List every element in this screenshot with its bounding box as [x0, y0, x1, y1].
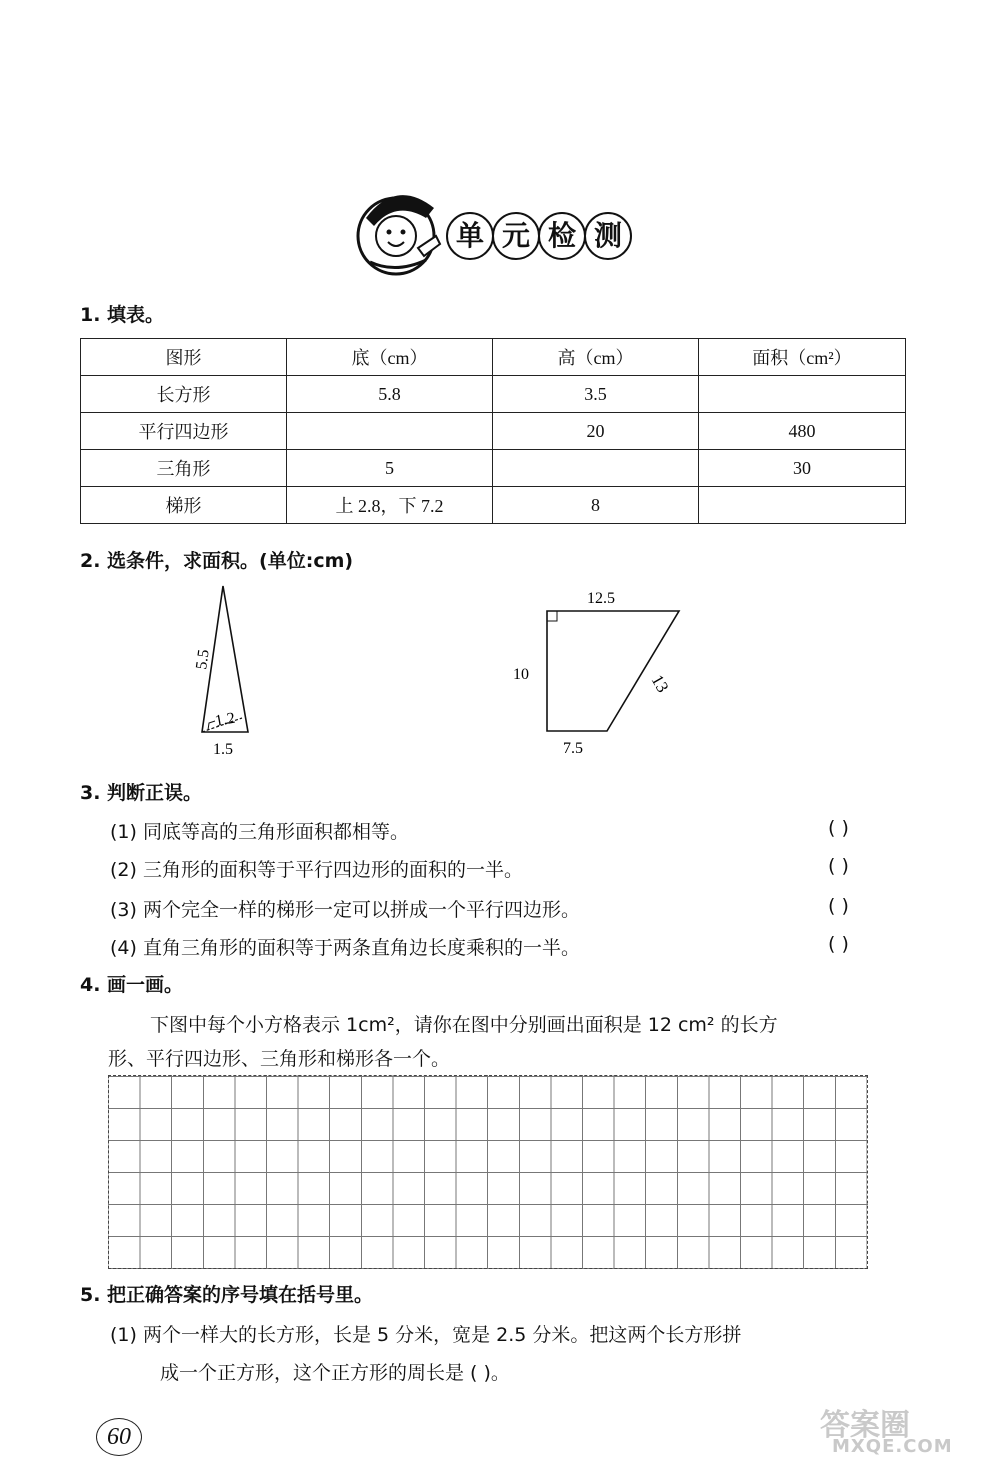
table-cell: 平行四边形 [81, 413, 287, 450]
q3-item-3: (3) 两个完全一样的梯形一定可以拼成一个平行四边形。 [110, 899, 580, 921]
answer-blank[interactable]: ( ) [828, 817, 849, 839]
q2-heading: 2. 选条件，求面积。(单位:cm) [80, 550, 354, 572]
column-header: 底（cm） [287, 339, 493, 376]
triangle-height-label: 1.2 [213, 709, 237, 730]
q5-item-1-line-1: (1) 两个一样大的长方形，长是 5 分米，宽是 2.5 分米。把这两个长方形拼 [110, 1324, 742, 1346]
table-cell-blank[interactable] [699, 487, 906, 524]
right-angle-mark [547, 611, 557, 621]
table-cell: 3.5 [493, 376, 699, 413]
grid-squares[interactable] [108, 1075, 868, 1269]
answer-blank[interactable]: ( ) [828, 895, 849, 917]
answer-blank[interactable]: ( ) [828, 933, 849, 955]
column-header: 图形 [81, 339, 287, 376]
q5-item-1-line-2: 成一个正方形，这个正方形的周长是 ( )。 [160, 1362, 510, 1384]
trapezoid-top-label: 12.5 [587, 590, 615, 607]
trapezoid-shape [547, 611, 679, 731]
table-header-row [81, 339, 906, 376]
table-row [81, 376, 906, 413]
watermark-url: MXQE.COM [832, 1436, 953, 1457]
table-cell: 8 [493, 487, 699, 524]
trapezoid-figure [505, 585, 695, 765]
trapezoid-bottom-label: 7.5 [563, 740, 583, 757]
unit-test-header [356, 178, 626, 278]
answer-blank[interactable]: ( ) [828, 855, 849, 877]
table-row [81, 450, 906, 487]
triangle-figure [180, 580, 290, 765]
trapezoid-slant-label: 13 [647, 671, 673, 696]
column-header: 面积（cm²） [699, 339, 906, 376]
table-cell: 上 2.8，下 7.2 [287, 487, 493, 524]
q3-item-2: (2) 三角形的面积等于平行四边形的面积的一半。 [110, 859, 523, 881]
column-header: 高（cm） [493, 339, 699, 376]
q4-instruction-line-2: 形、平行四边形、三角形和梯形各一个。 [108, 1048, 451, 1070]
table-cell: 长方形 [81, 376, 287, 413]
title-char-3: 检 [538, 212, 586, 260]
table-cell: 5 [287, 450, 493, 487]
table-cell: 5.8 [287, 376, 493, 413]
q1-heading: 1. 填表。 [80, 304, 165, 326]
q3-item-1: (1) 同底等高的三角形面积都相等。 [110, 821, 409, 843]
table-cell: 梯形 [81, 487, 287, 524]
title-char-2: 元 [492, 212, 540, 260]
title-char-4: 测 [584, 212, 632, 260]
page-number: 60 [96, 1418, 142, 1456]
q3-item-4: (4) 直角三角形的面积等于两条直角边长度乘积的一半。 [110, 937, 580, 959]
trapezoid-left-label: 10 [513, 666, 529, 683]
title-char-1: 单 [446, 212, 494, 260]
q5-heading: 5. 把正确答案的序号填在括号里。 [80, 1284, 374, 1306]
table-row [81, 487, 906, 524]
mascot-icon [356, 178, 446, 278]
drawing-grid[interactable] [108, 1075, 868, 1269]
table-cell: 30 [699, 450, 906, 487]
table-cell-blank[interactable] [699, 376, 906, 413]
table-cell: 20 [493, 413, 699, 450]
triangle-side-label: 5.5 [193, 648, 213, 671]
triangle-base-label: 1.5 [213, 741, 233, 758]
fill-table [80, 338, 906, 524]
q4-instruction-line-1: 下图中每个小方格表示 1cm²，请你在图中分别画出面积是 12 cm² 的长方 [150, 1014, 778, 1036]
q3-heading: 3. 判断正误。 [80, 782, 203, 804]
table-cell: 480 [699, 413, 906, 450]
q4-heading: 4. 画一画。 [80, 974, 184, 996]
watermark-logo: 答案圈 [820, 1408, 910, 1443]
table-cell: 三角形 [81, 450, 287, 487]
table-row [81, 413, 906, 450]
table-cell-blank[interactable] [493, 450, 699, 487]
table-cell-blank[interactable] [287, 413, 493, 450]
